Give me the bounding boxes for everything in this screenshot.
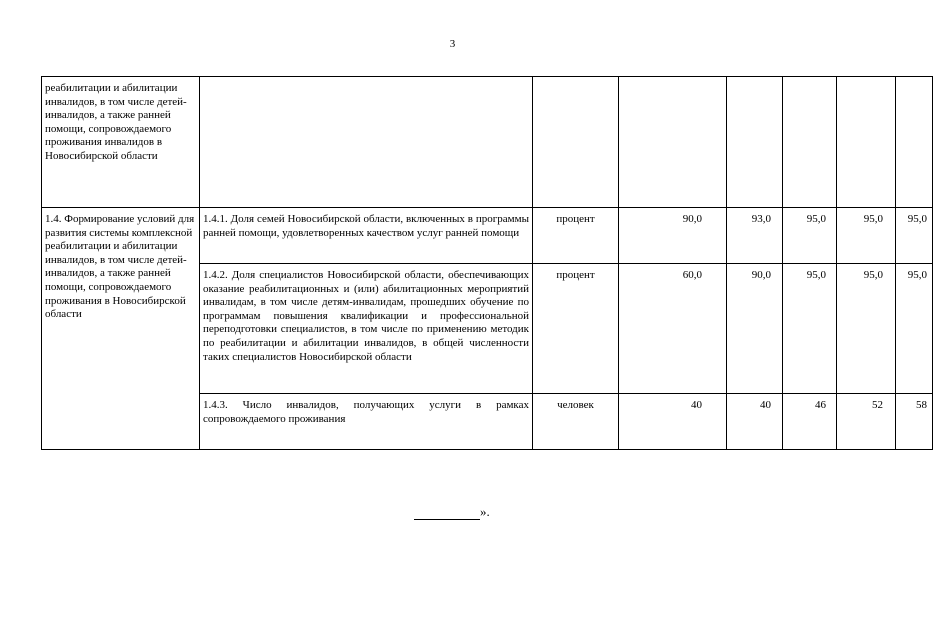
indicator-cell: 1.4.1. Доля семей Новосибирской области, включенных в программы ранней помощи, удовлетворенных качеством услуг ранней помощи xyxy=(200,208,533,264)
value-cell xyxy=(727,77,783,208)
unit-cell: процент xyxy=(533,264,619,394)
value-cell: 95,0 xyxy=(783,208,837,264)
value-cell xyxy=(896,77,933,208)
value-cell: 40 xyxy=(727,394,783,450)
table-row xyxy=(42,77,933,208)
value-cell: 95,0 xyxy=(896,264,933,394)
value-cell: 90,0 xyxy=(619,208,727,264)
value-cell: 58 xyxy=(896,394,933,450)
task-cell: реабилитации и абилитации инвалидов, в том числе детей-инвалидов, а также ранней помощи, сопровождаемого проживания инвалидов в Новосибирской области xyxy=(42,77,200,208)
indicator-cell: 1.4.3. Число инвалидов, получающих услуги в рамках сопровождаемого проживания xyxy=(200,394,533,450)
value-cell xyxy=(783,77,837,208)
closing-mark xyxy=(414,504,490,520)
value-cell: 95,0 xyxy=(896,208,933,264)
value-cell: 90,0 xyxy=(727,264,783,394)
value-cell xyxy=(837,77,896,208)
closing-quote: ». xyxy=(480,504,490,519)
indicators-table xyxy=(41,76,933,450)
value-cell: 93,0 xyxy=(727,208,783,264)
value-cell: 95,0 xyxy=(837,208,896,264)
task-cell: 1.4. Формирование условий для развития системы комплексной реабилитации и абилитации инвалидов, в том числе детей-инвалидов, а также ранней помощи, сопровождаемого проживания в Новосибирской области xyxy=(42,208,200,450)
value-cell xyxy=(619,77,727,208)
indicator-cell xyxy=(200,77,533,208)
page-number: 3 xyxy=(449,38,456,50)
table-row xyxy=(42,208,933,264)
value-cell: 95,0 xyxy=(837,264,896,394)
value-cell: 40 xyxy=(619,394,727,450)
indicator-cell: 1.4.2. Доля специалистов Новосибирской области, обеспечивающих оказание реабилитационных и (или) абилитационных мероприятий инвалидам, в том числе детям-инвалидам, прошедших обучение по программам повышения квалификации и профессиональной переподготовки специалистов, в том числе по применению методик по реабилитации и абилитации инвалидов, в общей численности таких специалистов Новосибирской области xyxy=(200,264,533,394)
unit-cell: человек xyxy=(533,394,619,450)
value-cell: 60,0 xyxy=(619,264,727,394)
value-cell: 95,0 xyxy=(783,264,837,394)
closing-underline xyxy=(414,506,480,520)
value-cell: 46 xyxy=(783,394,837,450)
value-cell: 52 xyxy=(837,394,896,450)
unit-cell xyxy=(533,77,619,208)
unit-cell: процент xyxy=(533,208,619,264)
